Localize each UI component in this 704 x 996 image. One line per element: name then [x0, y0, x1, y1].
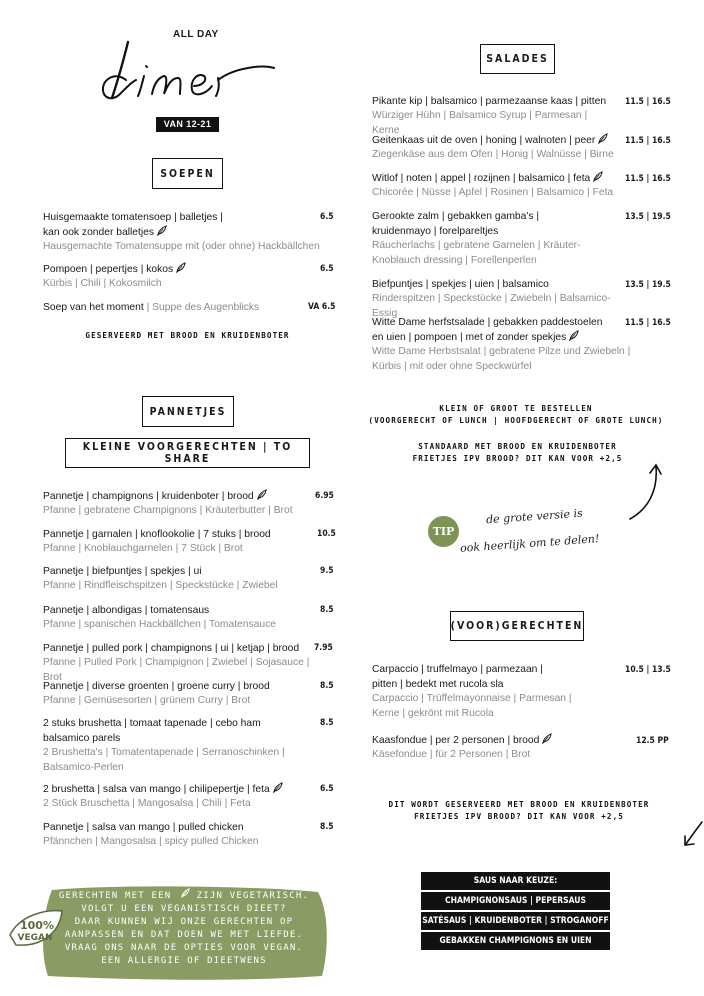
svg-text:VEGAN: VEGAN — [17, 933, 53, 943]
item-price: 8.5 — [320, 681, 334, 691]
item-name: Pannetje | albondigas | tomatensaus — [43, 605, 210, 616]
sauce-choice-title: SAUS NAAR KEUZE: — [421, 872, 610, 890]
menu-item — [43, 603, 313, 633]
salades-bread-note: STANDAARD MET BROOD EN KRUIDENBOTER FRIETJES IPV BROOD? DIT KAN VOOR +2,5 — [412, 442, 623, 463]
item-name: Gerookte zalm | gebakken gamba's | — [372, 211, 540, 222]
tip-text-line2: ook heerlijk om te delen! — [459, 532, 600, 555]
item-translation: Carpaccio | Trüffelmayonnaise | Parmesan | — [372, 693, 572, 704]
vegetarian-leaf-icon — [568, 330, 579, 341]
diner-logo — [98, 28, 276, 108]
menu-item — [43, 820, 313, 850]
sauce-row: CHAMPIGNONSAUS | PEPERSAUS — [421, 892, 610, 910]
voorgerechten-note: DIT WORDT GESERVEERD MET BROOD EN KRUIDENBOTER FRIETJES IPV BROOD? DIT KAN VOOR +2,5 — [388, 800, 650, 821]
menu-item — [372, 662, 617, 721]
item-translation-cont: Kürbis | mit oder ohne Speckwürfel — [372, 360, 532, 372]
item-price: 11.5 | 16.5 — [625, 174, 671, 184]
item-price: 7.95 — [314, 643, 333, 653]
item-price: 6.95 — [315, 491, 334, 501]
item-translation: Käsefondue | für 2 Personen | Brot — [372, 749, 531, 760]
item-price: 8.5 — [320, 718, 334, 728]
vegetarian-leaf-icon — [156, 225, 167, 236]
item-price: 10.5 — [317, 529, 336, 539]
item-name: Pannetje | garnalen | knoflookolie | 7 stuks | brood — [43, 529, 271, 540]
item-name: Witte Dame herfstsalade | gebakken paddestoelen — [372, 317, 603, 328]
item-translation: Pfanne | gebratene Champignons | Kräuterbutter | Brot — [43, 505, 293, 516]
opening-hours: VAN 12-21 UUR — [156, 117, 219, 132]
item-price: 12.5 PP — [636, 736, 669, 746]
section-subtitle-voorgerechten: KLEINE VOORGERECHTEN | TO SHARE — [65, 438, 310, 468]
tip-badge: TIP — [428, 516, 459, 547]
item-name: Biefpuntjes | spekjes | uien | balsamico — [372, 279, 549, 290]
section-title-salades: SALADES — [480, 44, 555, 74]
item-name-cont: balsamico parels — [43, 733, 121, 744]
item-translation: Ziegenkäse aus dem Ofen | Honig | Walnüsse | Birne — [372, 149, 614, 160]
item-name: 2 brushetta | salsa van mango | chilipepertje | feta — [43, 784, 270, 795]
vegetarian-leaf-icon — [541, 733, 552, 744]
item-translation: Pfännchen | Mangosalsa | spicy pulled Chicken — [43, 836, 259, 847]
item-translation-cont: Kerne | gekrönt mit Rucola — [372, 707, 494, 719]
item-translation: Witte Dame Herbstsalat | gebratene Pilze und Zwiebeln | — [372, 346, 631, 357]
vegetarian-leaf-icon — [272, 782, 283, 793]
svg-text:100%: 100% — [20, 919, 54, 932]
item-name-cont: en uien | pompoen | met of zonder spekjes — [372, 332, 567, 343]
tip-text-line1: de grote versie is — [485, 506, 584, 527]
item-name-cont: kruidenmayo | forelpareltjes — [372, 226, 499, 237]
item-price: VA 6.5 — [308, 302, 336, 312]
menu-item — [372, 209, 617, 268]
item-name: Pannetje | champignons | kruidenboter | brood — [43, 491, 254, 502]
sauce-row: GEBAKKEN CHAMPIGNONS EN UIEN — [421, 932, 610, 950]
item-translation: Rinderspitzen | Speckstücke | Zwiebeln | Balsamico-Essig — [372, 293, 611, 319]
item-translation: Pfanne | Gemüsesorten | grünem Curry | Brot — [43, 695, 251, 706]
item-price: 10.5 | 13.5 — [625, 665, 671, 675]
menu-item — [372, 733, 617, 763]
item-price: 11.5 | 16.5 — [625, 318, 671, 328]
item-name: Witlof | noten | appel | rozijnen | balsamico | feta — [372, 173, 591, 184]
item-name: Kaasfondue | per 2 personen | brood — [372, 735, 540, 746]
item-name: Geitenkaas uit de oven | honing | walnoten | peer — [372, 135, 596, 146]
item-translation: Kürbis | Chili | Kokosmilch — [43, 278, 162, 289]
item-translation: Pfanne | Knoblauchgarnelen | 7 Stück | Brot — [43, 543, 243, 554]
menu-item — [43, 262, 333, 292]
arrow-up-icon — [626, 463, 666, 523]
section-title-soepen: SOEPEN — [152, 158, 223, 189]
item-translation: Pfanne | Rindfleischspitzen | Speckstücke | Zwiebel — [43, 580, 278, 591]
item-price: 13.5 | 19.5 — [625, 280, 671, 290]
all-day-label: ALL DAY — [173, 29, 219, 40]
item-translation-cont: Knoblauch dressing | Forellenperlen — [372, 254, 537, 266]
item-name: Pannetje | diverse groenten | groene curry | brood — [43, 681, 270, 692]
arrow-down-left-icon — [682, 818, 704, 848]
menu-item — [372, 94, 617, 138]
item-name: Pannetje | biefpuntjes | spekjes | ui — [43, 566, 202, 577]
item-translation: 2 Brushetta's | Tomatentapenade | Serranoschinken | — [43, 747, 285, 758]
item-translation: Würziger Hühn | Balsamico Syrup | Parmesan | Kerne — [372, 110, 588, 136]
section-title-pannetjes: PANNETJES — [142, 396, 234, 427]
menu-item — [43, 716, 313, 775]
item-translation: Chicorée | Nüsse | Apfel | Rosinen | Balsamico | Feta — [372, 187, 614, 198]
item-price: 6.5 — [320, 784, 334, 794]
menu-item — [372, 171, 617, 201]
vegan-info-text: GERECHTEN MET EEN ZIJN VEGETARISCH. VOLGT U EEN VEGANISTISCH DIEET? DAAR KUNNEN WIJ ONZE GERECHTEN OP AANPASSEN EN DAT DOEN WE MET LIEFDE. VRAAG ONS NAAR DE OPTIES VOOR VEGAN. EEN ALLERGIE OF DIEETWENS — [48, 887, 320, 968]
item-translation: Hausgemachte Tomatensuppe mit (oder ohne) Hackbällchen — [43, 241, 320, 252]
vegetarian-leaf-icon — [180, 887, 190, 899]
menu-item — [43, 210, 333, 255]
menu-item — [43, 782, 313, 812]
item-name: Carpaccio | truffelmayo | parmezaan | — [372, 664, 543, 675]
item-translation: Pfanne | spanischen Hackbällchen | Tomatensauce — [43, 619, 276, 630]
menu-item — [43, 564, 313, 594]
sauce-row: SATÉSAUS | KRUIDENBOTER | STROGANOFF — [421, 912, 610, 930]
salades-note: KLEIN OF GROOT TE BESTELLEN (VOORGERECHT OF LUNCH | HOOFDGERECHT OF GROTE LUNCH) — [368, 404, 664, 425]
item-name: Pikante kip | balsamico | parmezaanse kaas | pitten — [372, 96, 607, 107]
item-name-cont: kan ook zonder balletjes — [43, 227, 155, 238]
item-price: 11.5 | 16.5 — [625, 136, 671, 146]
item-translation: 2 Stück Bruschetta | Mangosalsa | Chili | Feta — [43, 798, 251, 809]
vegetarian-leaf-icon — [175, 262, 186, 273]
item-name: Pompoen | pepertjes | kokos — [43, 264, 174, 275]
item-price: 8.5 — [320, 605, 334, 615]
vegetarian-leaf-icon — [597, 133, 608, 144]
menu-item — [372, 315, 632, 374]
section-title-voorgerechten: (VOOR)GERECHTEN — [450, 611, 584, 641]
item-translation-cont: Balsamico-Perlen — [43, 761, 124, 773]
item-translation: | Suppe des Augenblicks — [143, 302, 260, 313]
item-name: Soep van het moment — [43, 302, 144, 313]
menu-item — [43, 300, 336, 316]
item-name: 2 stuks brushetta | tomaat tapenade | cebo ham — [43, 718, 261, 729]
item-translation: Räucherlachs | gebratene Garnelen | Kräuter- — [372, 240, 581, 251]
item-name: Pannetje | pulled pork | champignons | ui | ketjap | brood — [43, 643, 300, 654]
vegetarian-leaf-icon — [592, 171, 603, 182]
menu-item — [43, 679, 313, 709]
item-price: 8.5 — [320, 822, 334, 832]
item-name: Huisgemaakte tomatensoep | balletjes | — [43, 212, 223, 223]
item-price: 13.5 | 19.5 — [625, 212, 671, 222]
item-price: 6.5 — [320, 264, 334, 274]
item-price: 11.5 | 16.5 — [625, 97, 671, 107]
vegetarian-leaf-icon — [256, 489, 267, 500]
item-translation: Pfanne | Pulled Pork | Champignon | Zwiebel | Sojasauce | Brot — [43, 657, 310, 683]
item-price: 6.5 — [320, 212, 334, 222]
soepen-note: GESERVEERD MET BROOD EN KRUIDENBOTER — [85, 331, 290, 340]
menu-item — [43, 489, 313, 519]
item-name: Pannetje | salsa van mango | pulled chicken — [43, 822, 244, 833]
item-name-cont: pitten | bedekt met rucola sla — [372, 679, 504, 690]
menu-item — [43, 527, 313, 557]
menu-item — [372, 133, 617, 163]
item-price: 9.5 — [320, 566, 334, 576]
